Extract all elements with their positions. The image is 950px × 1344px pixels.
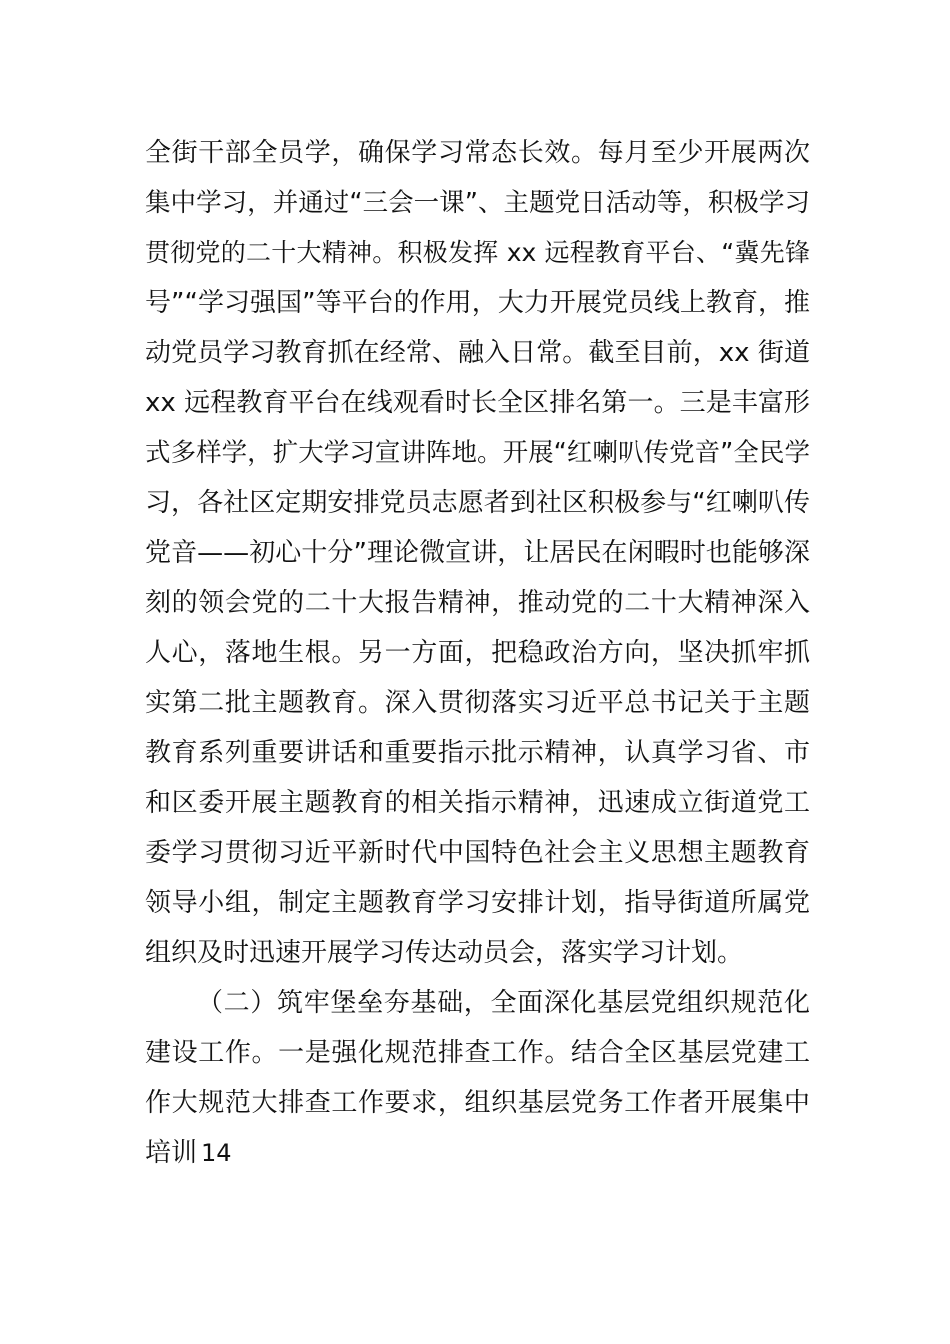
text-line: 号”“学习强国”等平台的作用，大力开展党员线上教育，推: [145, 288, 810, 318]
text-line: 作大规范大排查工作要求，组织基层党务工作者开展集中: [145, 1088, 810, 1118]
text-line: 建设工作。一是强化规范排查工作。结合全区基层党建工: [145, 1038, 810, 1068]
text-line: 式多样学，扩大学习宣讲阵地。开展“红喇叭传党音”全民学: [145, 438, 810, 468]
final-line: [145, 1128, 810, 1178]
text-line: 集中学习，并通过“三会一课”、主题党日活动等，积极学习: [145, 188, 810, 218]
text-line: 和区委开展主题教育的相关指示精神，迅速成立街道党工: [145, 788, 810, 818]
text-line: 习，各社区定期安排党员志愿者到社区积极参与“红喇叭传: [145, 488, 810, 518]
text-line: 人心，落地生根。另一方面，把稳政治方向，坚决抓牢抓: [145, 638, 810, 668]
text-line: 组织及时迅速开展学习传达动员会，落实学习计划。: [145, 938, 744, 968]
text-line: 教育系列重要讲话和重要指示批示精神，认真学习省、市: [145, 738, 810, 768]
text-line: 动党员学习教育抓在经常、融入日常。截至目前，xx 街道: [145, 338, 810, 368]
text-line: 全街干部全员学，确保学习常态长效。每月至少开展两次: [145, 138, 810, 168]
text-line: 实第二批主题教育。深入贯彻落实习近平总书记关于主题: [145, 688, 810, 718]
body-text: [145, 128, 810, 1178]
text-line: 委学习贯彻习近平新时代中国特色社会主义思想主题教育: [145, 838, 810, 868]
text-fragment: 培训: [145, 1138, 198, 1168]
section-heading-line: （二）筑牢堡垒夯基础，全面深化基层党组织规范化: [197, 988, 810, 1018]
text-line: 党音——初心十分”理论微宣讲，让居民在闲暇时也能够深: [145, 538, 810, 568]
text-line: xx 远程教育平台在线观看时长全区排名第一。三是丰富形: [145, 388, 810, 418]
text-line: 领导小组，制定主题教育学习安排计划，指导街道所属党: [145, 888, 810, 918]
text-line: 刻的领会党的二十大报告精神，推动党的二十大精神深入: [145, 588, 810, 618]
page-number: 14: [201, 1139, 232, 1167]
text-line: 贯彻党的二十大精神。积极发挥 xx 远程教育平台、“冀先锋: [145, 238, 810, 267]
